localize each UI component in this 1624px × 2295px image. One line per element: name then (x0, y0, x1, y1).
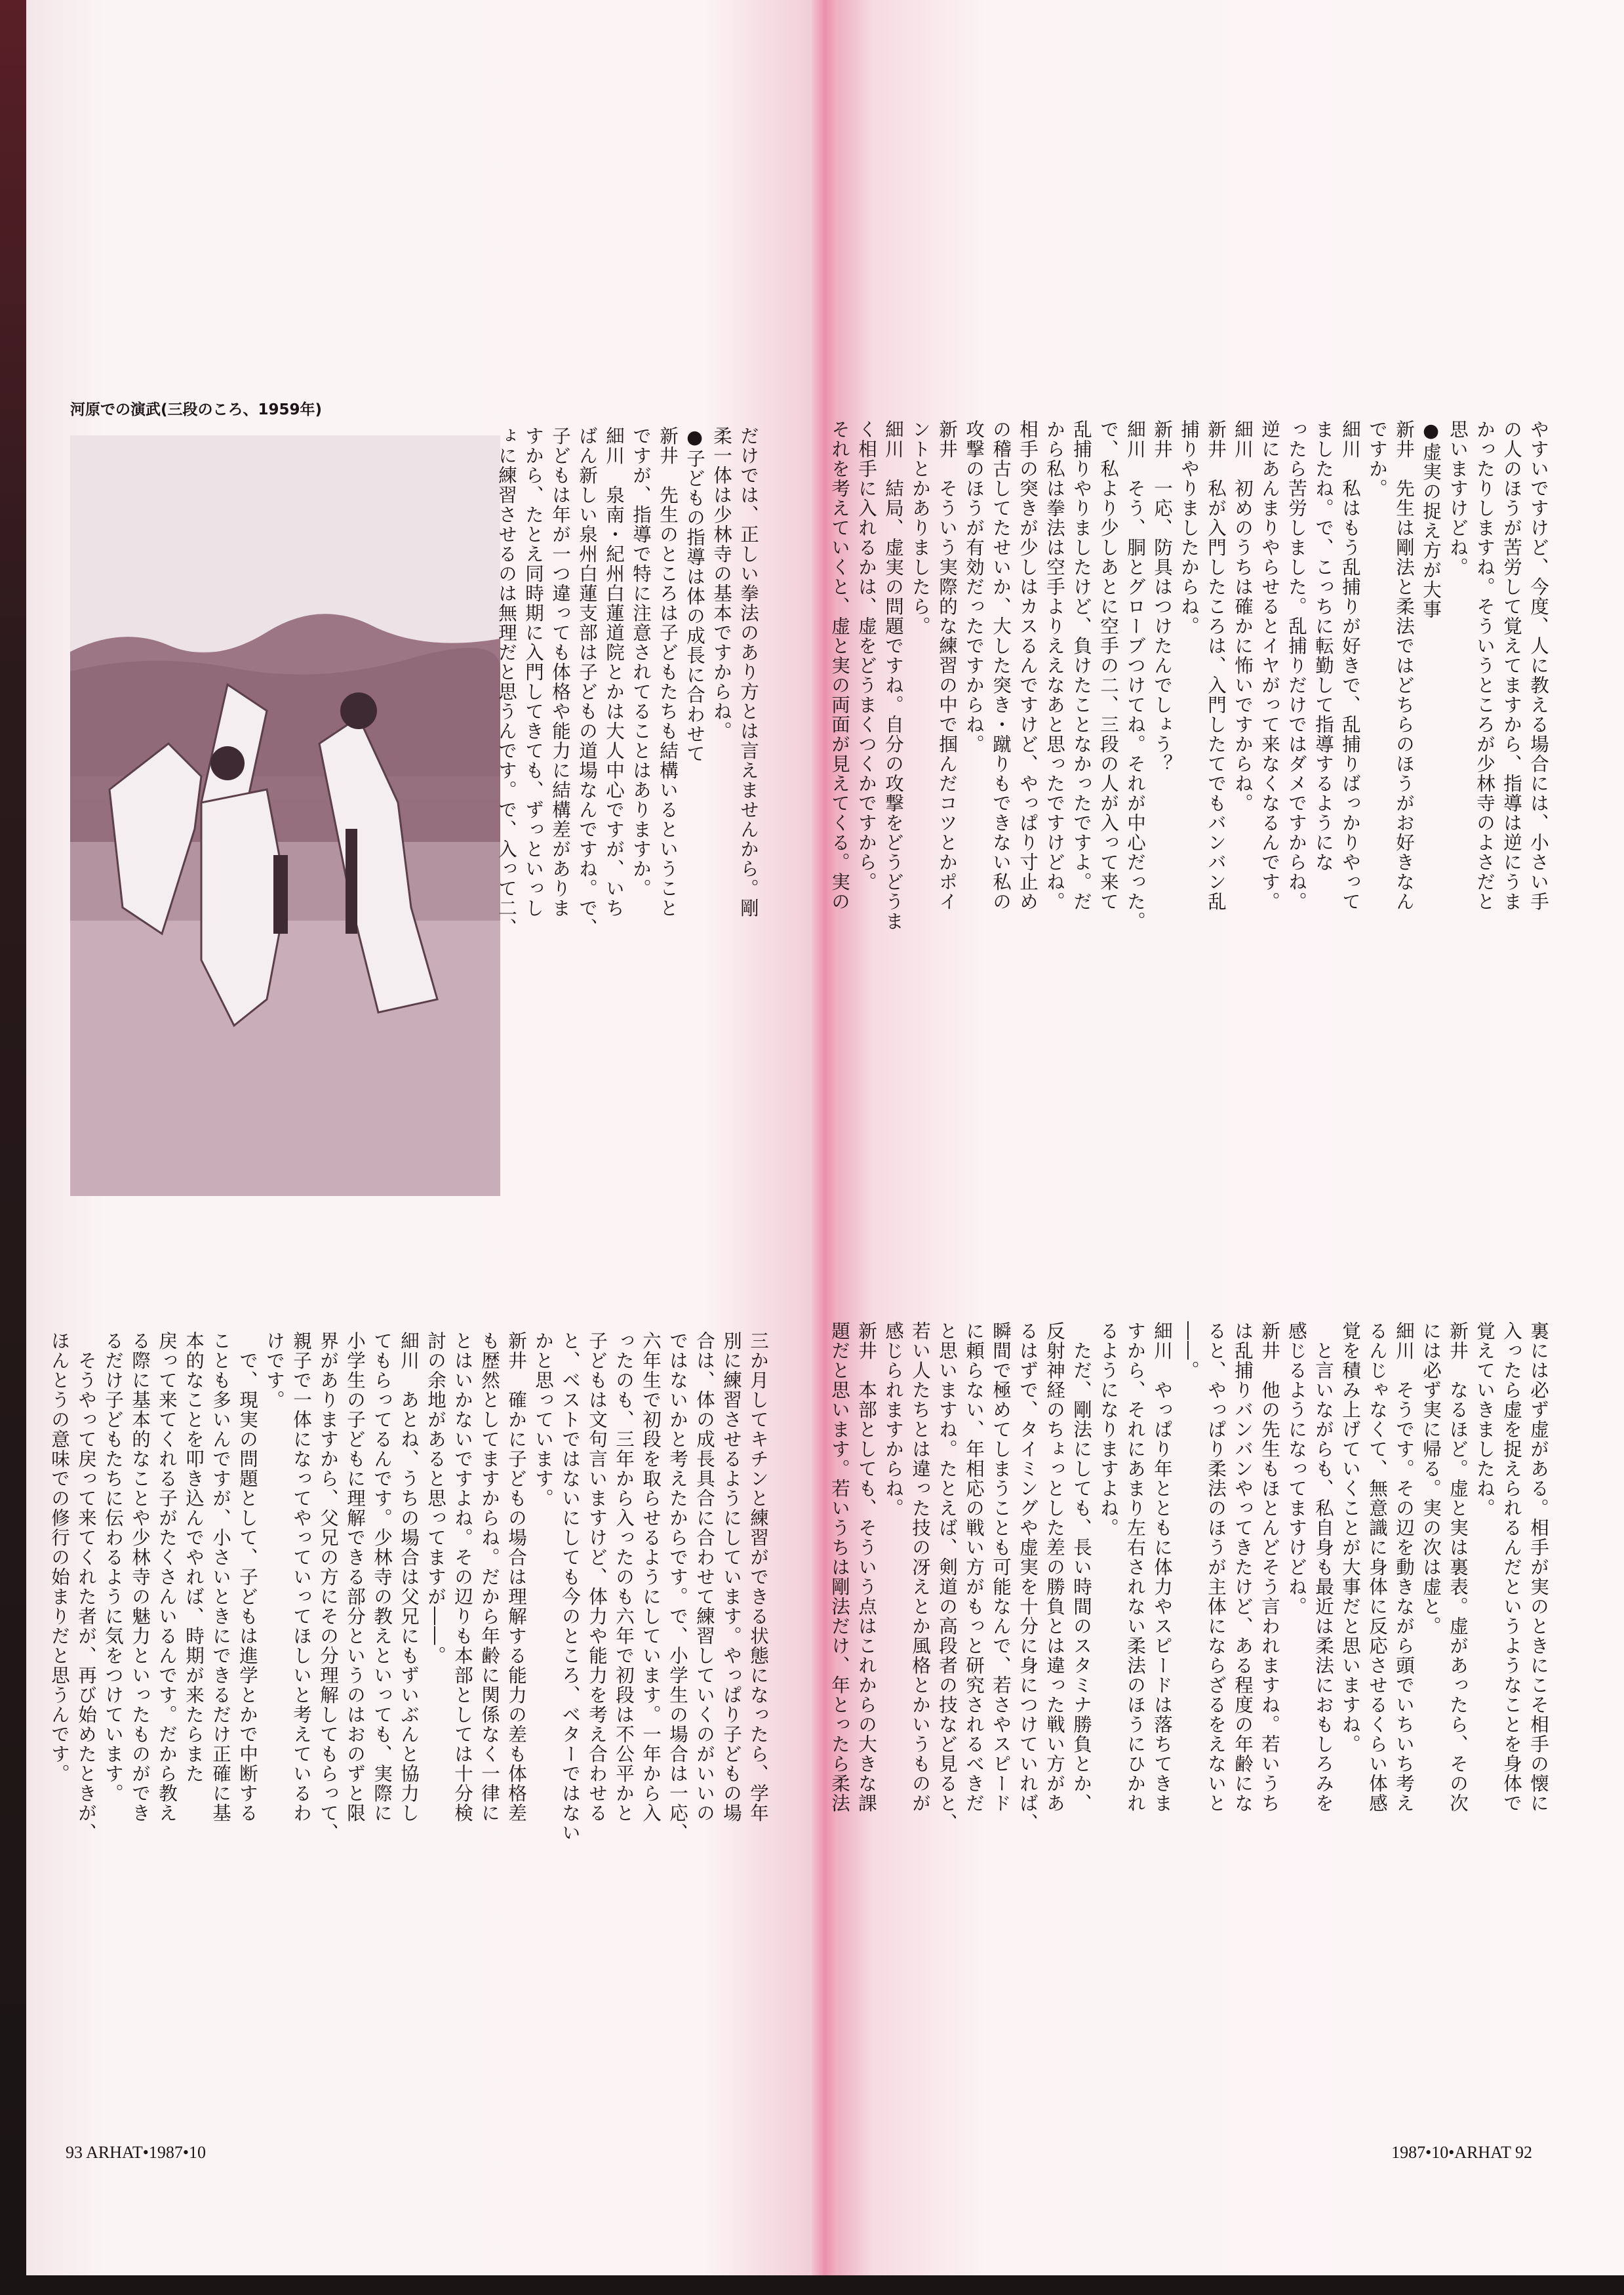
right-page-lower-text: 裏には必ず虚がある。相手が実のときにこそ相手の懐に 入ったら虚を捉えられるんだというようなことを身体で 覚えていきましたね。 新井 なるほど。虚と実は裏表。虚があったら、その次 には必ず実に帰る。実の次は虚と。 細川 そうです。その辺を動きながら頭でいちいち考え るんじゃなくて、無意識に身体に反応させるくらい体感 覚を積み上げていくことが大事だと思いますね。 と言いながらも、私自身も最近は柔法におもしろみを 感じるようになってますけどね。 新井 他の先生もほとんどそう言われますね。若いうち は乱捕りバンバンやってきたけど、ある程度の年齢にな ると、やっぱり柔法のほうが主体にならざるをえないと ――。 細川 やっぱり年とともに体力やスピードは落ちてきま すから、それにあまり左右されない柔法のほうにひかれ るようになりますよね。 ただ、剛法にしても、長い時間のスタミナ勝負とか、 反射神経のちょっとした差の勝負とは違った戦い方があ るはずで、タイミングや虚実を十分に身につけていれば、 瞬間で極めてしまうことも可能なんで、若さやスピード に頼らない、年相応の戦い方がもっと研究されるべきだ と思いますね。たとえば、剣道の高段者の技など見ると、 若い人たちとは違った技の冴えとか風格とかいうものが 感じられますからね。 新井 本部としても、そういう点はこれからの大きな課 題だと思います。若いうちは剛法だけ、年とったら柔法 (829, 1321, 1549, 1833)
page-gutter (812, 0, 838, 2275)
right-page-upper-text: やすいですけど、今度、人に教える場合には、小さい手 の人のほうが苦労して覚えてますから、指導は逆にうま かったりしますね。そういうところが少林寺のよさだと 思いますけどね。 ●虚実の捉え方が大事 新井 先生は剛法と柔法ではどちらのほうがお好きなん ですか。 細川 私はもう乱捕りが好きで、乱捕りばっかりやって ましたね。で、こっちに転勤して指導するようにな ったら苦労しました。乱捕りだけではダメですからね。 逆にあんまりやらせるとイヤがって来なくなるんです。 細川 初めのうちは確かに怖いですからね。 新井 私が入門したころは、入門したてでもバンバン乱 捕りやりましたからね。 新井 一応、防具はつけたんでしょう？ 細川 そう、胴とグローブつけてね。それが中心だった。 で、私より少しあとに空手の二、三段の人が入って来て 乱捕りやりましたけど、負けたことなかったですよ。だ から私は拳法は空手よりええなあと思ったですけどね。 相手の突きが少しはカスるんですけど、やっぱり寸止め の稽古してたせいか、大した突き・蹴りもできない私の 攻撃のほうが有効だったですからね。 新井 そういう実際的な練習の中で掴んだコツとかポイ ントとかありましたら。 細川 結局、虚実の問題ですね。自分の攻撃をどうどうま く相手に入れるかは、虚をどうまくつくかですから。 それを考えていくと、虚と実の両面が見えてくる。実の (829, 420, 1549, 931)
left-page-lower-text: 三か月してキチンと練習ができる状態になったら、学年 別に練習させるようにしています。やっぱり子どもの場 合は、体の成長具合に合わせて練習していくのがいいの ではないかと考えたからです。で、小学生の場合は一応、 六年生で初段を取らせるようにしています。一年から入 ったのも、三年から入ったのも六年で初段は不公平かと 子どもは文句言いますけど、体力や能力を考え合わせる と、ベストではないにしても今のところ、ベターではない かと思っています。 新井 確かに子どもの場合は理解する能力の差も体格差 も歴然としてますからね。だから年齢に関係なく一律に とはいかないですよね。その辺りも本部としては十分検 討の余地があると思ってますが――。 細川 あとね、うちの場合は父兄にもずいぶんと協力し てもらってるんです。少林寺の教えといっても、実際に 小学生の子どもに理解できる部分というのはおのずと限 界がありますから、父兄の方にその分理解してもらって、 親子で一体になってやっていってほしいと考えているわ けです。 で、現実の問題として、子どもは進学とかで中断する ことも多いんですが、小さいときにできるだけ正確に基 本的なことを叩き込んでやれば、時期が来たらまた 戻って来てくれる子がたくさんいるんです。だから教え る際に基本的なことや少林寺の魅力といったものができ るだけ子どもたちに伝わるように気をつけています。 そうやって戻って来てくれた者が、再び始めたときが、 ほんとうの意味での修行の始まりだと思うんです。 (49, 1331, 769, 1843)
photo-caption: 河原での演武(三段のころ、1959年) (70, 401, 323, 418)
demonstration-photo (70, 435, 500, 1196)
scan-bottom-edge (0, 2275, 1624, 2295)
right-folio: 1987•10•ARHAT 92 (1391, 2143, 1532, 2162)
binding-edge (0, 0, 26, 2275)
left-folio: 93 ARHAT•1987•10 (66, 2143, 206, 2162)
left-page-upper-text: だけでは、正しい拳法のあり方とは言えませんから。剛 柔一体は少林寺の基本ですからね。 ●子どもの指導は体の成長に合わせて 新井 先生のところは子どもたちも結構いるということ ですが、指導で特に注意されてることはありますか。 細川 泉南・紀州白蓮道院とかは大人中心ですが、いち ばん新しい泉州白蓮支部は子どもの道場なんですね。で、 子どもは年が一つ違っても体格や能力に結構差がありま すから、たとえ同時期に入門してきても、ずっといっし ょに練習させるのは無理だと思うんです。で、入って二、 (496, 426, 759, 938)
